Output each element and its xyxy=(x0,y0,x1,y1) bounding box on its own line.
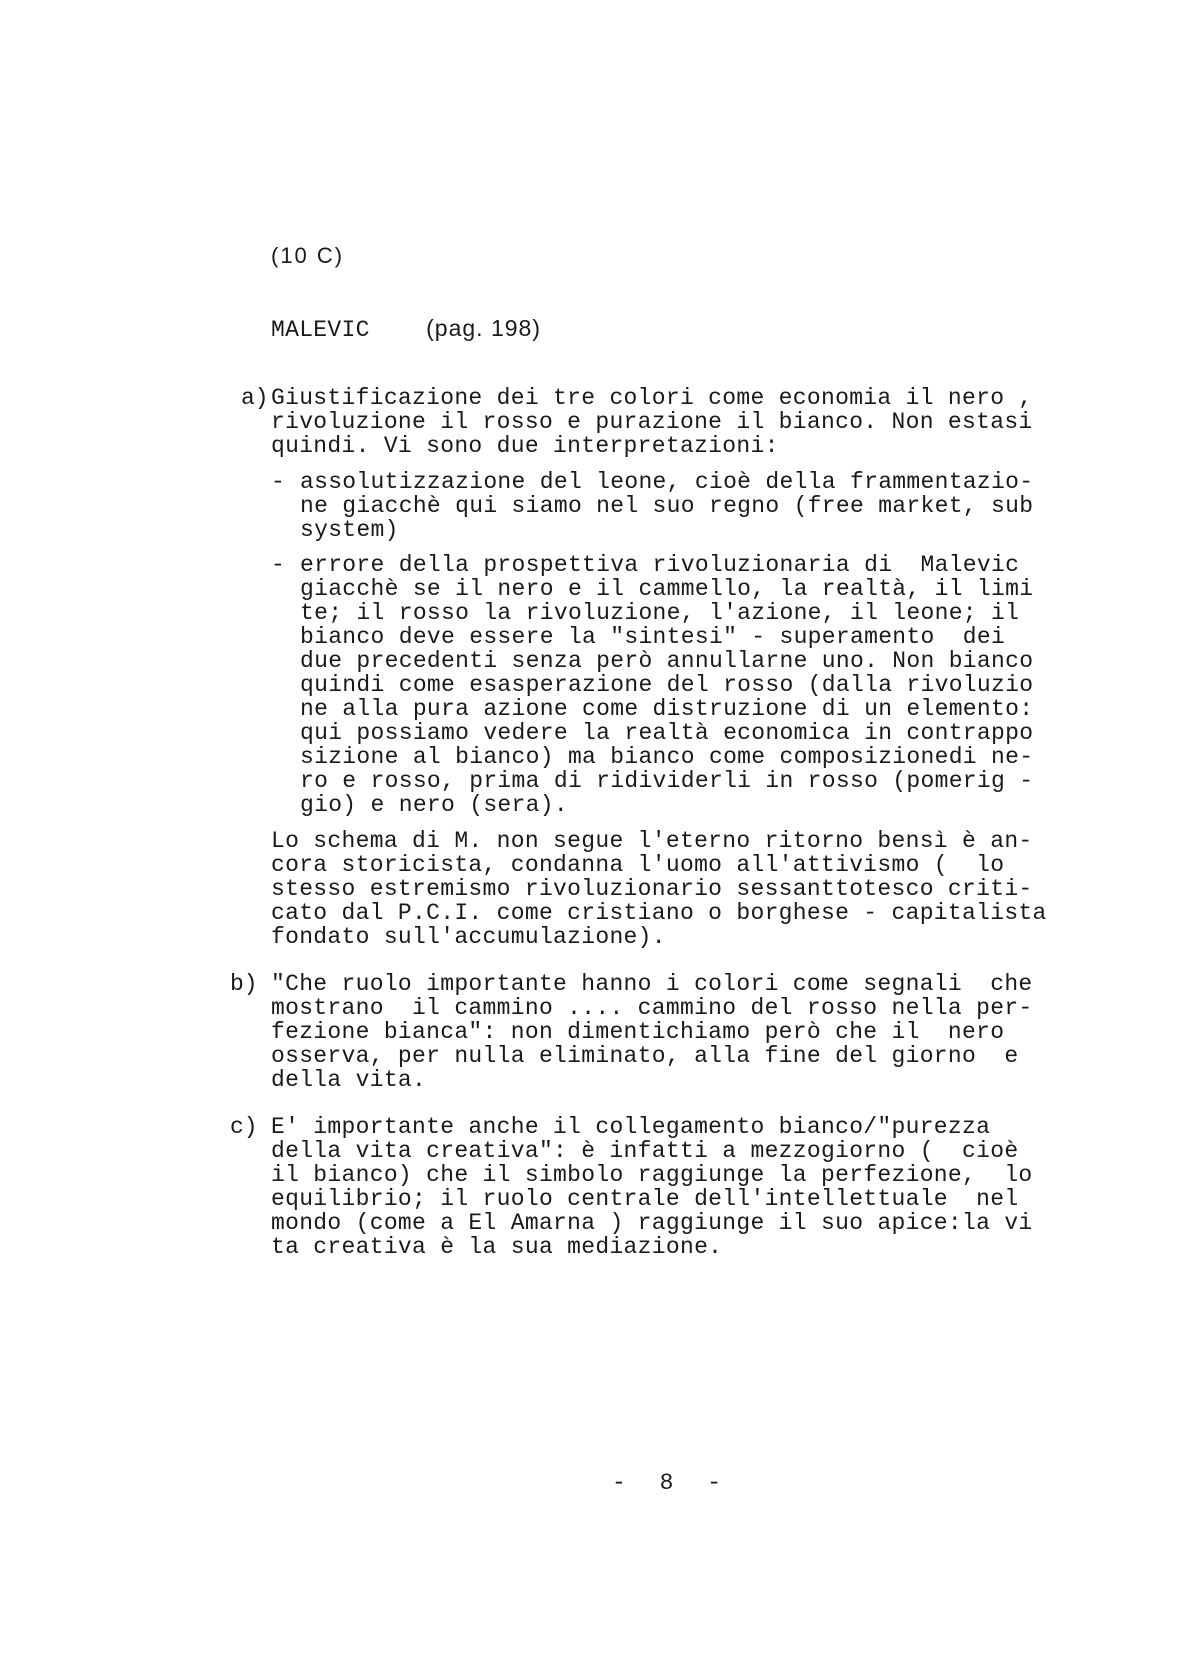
section-c-line: il bianco) che il simbolo raggiunge la perfezione, lo xyxy=(271,1162,1033,1188)
section-b-line: "Che ruolo importante hanno i colori come segnali che xyxy=(271,971,1033,997)
bullet-1-line: system) xyxy=(300,517,399,543)
page-number: - 8 - xyxy=(612,1470,732,1496)
document-title: MALEVIC xyxy=(271,317,370,343)
bullet-1-line: ne giacchè qui siamo nel suo regno (free market, sub xyxy=(300,493,1034,519)
section-a-line: rivoluzione il rosso e purazione il bianco. Non estasi xyxy=(271,409,1033,435)
section-a-closing-line: cato dal P.C.I. come cristiano o borghese - capitalista xyxy=(271,900,1047,926)
section-a-closing-line: stesso estremismo rivoluzionario sessanttotesco criti- xyxy=(271,876,1033,902)
section-c-line: equilibrio; il ruolo centrale dell'intellettuale nel xyxy=(271,1186,1019,1212)
section-c-line: E' importante anche il collegamento bianco/"purezza xyxy=(271,1114,991,1140)
bullet-2-line: errore della prospettiva rivoluzionaria di Malevic xyxy=(300,552,1020,578)
bullet-2-line: giacchè se il nero e il cammello, la realtà, il limi xyxy=(300,576,1034,602)
bullet-2-line: te; il rosso la rivoluzione, l'azione, il leone; il xyxy=(300,600,1020,626)
section-b-line: mostrano il cammino .... cammino del rosso nella per- xyxy=(271,995,1033,1021)
bullet-1-marker: - xyxy=(271,469,285,495)
bullet-2-line: due precedenti senza però annullarne uno. Non bianco xyxy=(300,648,1034,674)
section-b-line: osserva, per nulla eliminato, alla fine del giorno e xyxy=(271,1043,1019,1069)
bullet-2-line: ne alla pura azione come distruzione di un elemento: xyxy=(300,696,1034,722)
section-b-line: della vita. xyxy=(271,1067,427,1093)
section-a-line: Giustificazione dei tre colori come economia il nero , xyxy=(271,385,1033,411)
section-c-line: della vita creativa": è infatti a mezzogiorno ( cioè xyxy=(271,1138,1019,1164)
page-reference: (pag. 198) xyxy=(426,315,541,341)
bullet-2-line: qui possiamo vedere la realtà economica in contrappo xyxy=(300,720,1034,746)
section-c-line: ta creativa è la sua mediazione. xyxy=(271,1234,723,1260)
section-a-closing-line: cora storicista, condanna l'uomo all'attivismo ( lo xyxy=(271,852,1005,878)
bullet-2-line: sizione al bianco) ma bianco come composizionedi ne- xyxy=(300,744,1034,770)
bullet-2-line: quindi come esasperazione del rosso (dalla rivoluzio xyxy=(300,672,1034,698)
bullet-1-line: assolutizzazione del leone, cioè della frammentazio- xyxy=(300,469,1034,495)
section-c-marker: c) xyxy=(230,1114,258,1140)
section-b-marker: b) xyxy=(230,971,258,997)
document-code: (10 C) xyxy=(271,243,345,268)
section-a-marker: a) xyxy=(241,385,269,411)
section-a-line: quindi. Vi sono due interpretazioni: xyxy=(271,433,779,459)
bullet-2-line: bianco deve essere la "sintesi" - superamento dei xyxy=(300,624,1006,650)
bullet-2-line: gio) e nero (sera). xyxy=(300,792,568,818)
bullet-2-marker: - xyxy=(271,552,285,578)
bullet-2-line: ro e rosso, prima di ridividerli in rosso (pomerig - xyxy=(300,768,1034,794)
document-title-line xyxy=(271,316,541,342)
section-c-line: mondo (come a El Amarna ) raggiunge il suo apice:la vi xyxy=(271,1210,1033,1236)
section-a-closing-line: fondato sull'accumulazione). xyxy=(271,924,666,950)
section-a-closing-line: Lo schema di M. non segue l'eterno ritorno bensì è an- xyxy=(271,828,1033,854)
section-b-line: fezione bianca": non dimentichiamo però che il nero xyxy=(271,1019,1005,1045)
